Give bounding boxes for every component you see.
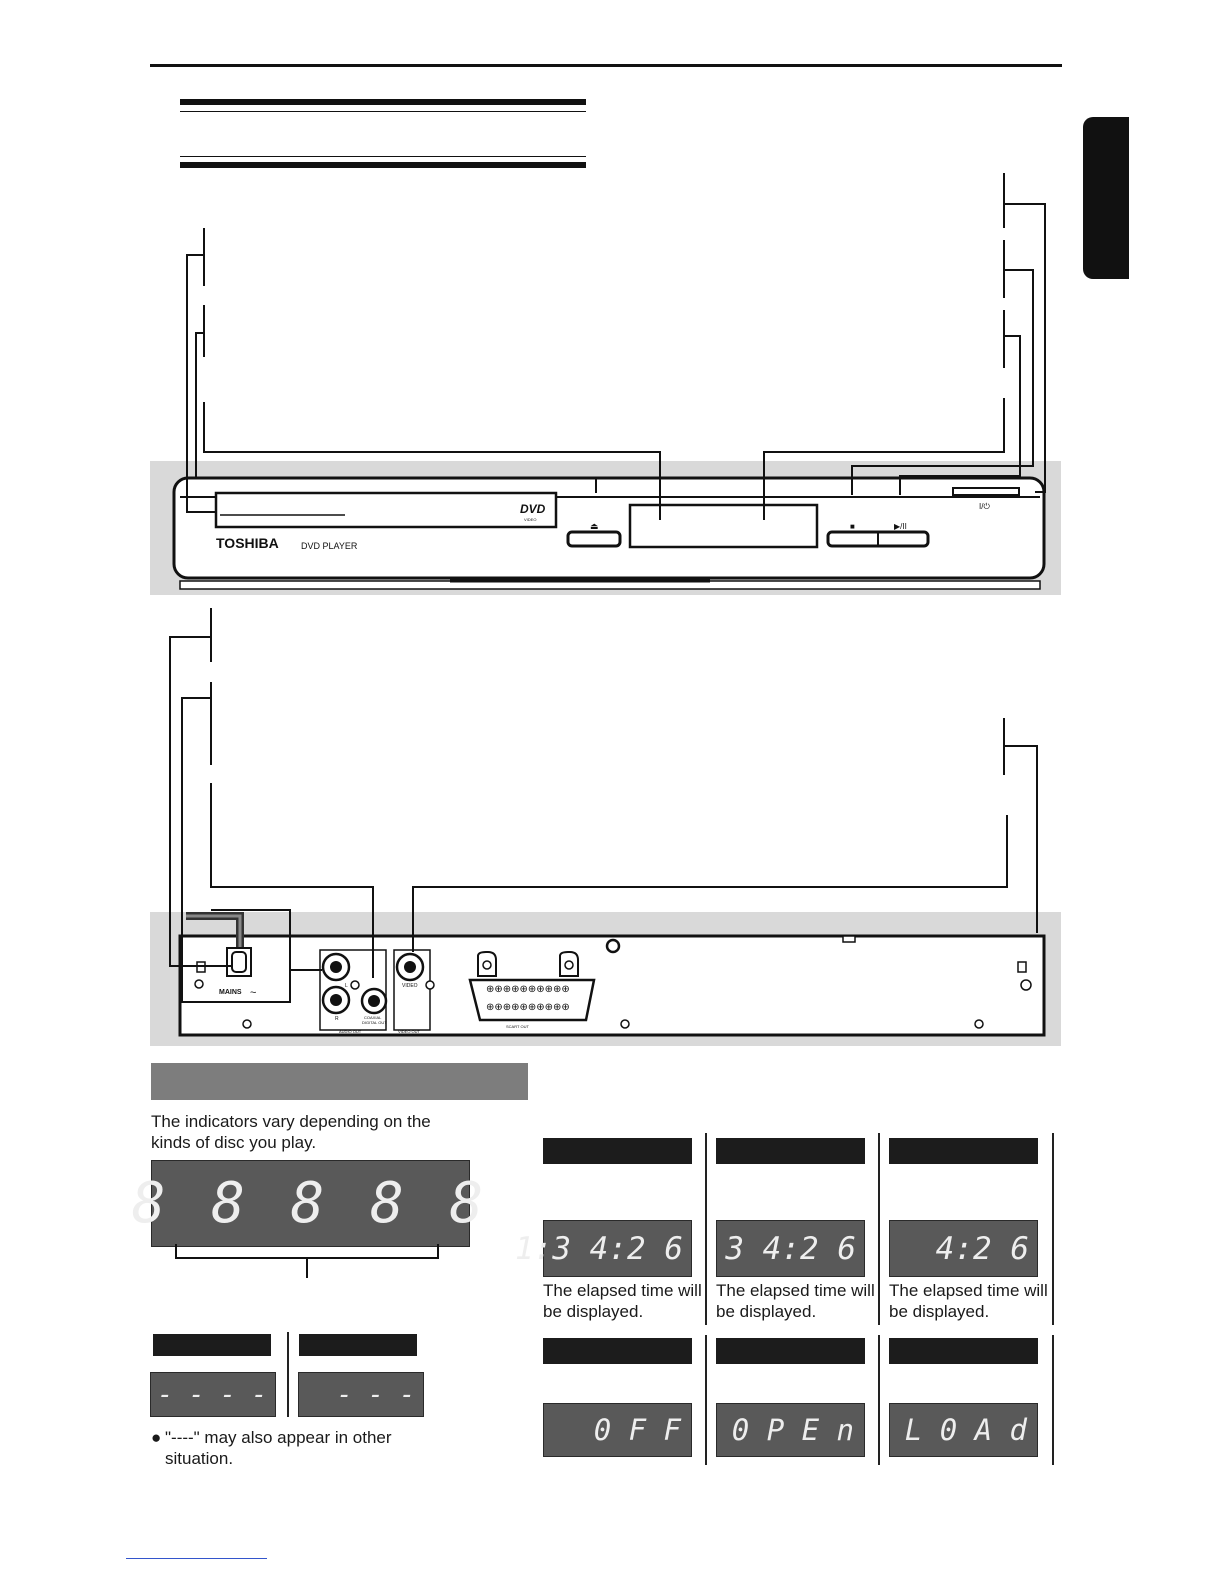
- time-panel-1-header: [543, 1138, 692, 1164]
- grid-divider-5: [878, 1335, 880, 1465]
- time-panel-3-lcd: 4:2 6: [935, 1230, 1029, 1267]
- all-segments-display: [131, 1160, 490, 1247]
- dash-four-text: - - - -: [157, 1379, 267, 1410]
- play-pause-icon[interactable]: ▶/II: [894, 522, 907, 531]
- time-panel-3-caption: The elapsed time will be displayed.: [889, 1281, 1048, 1321]
- audio-out-label: AUDIO OUT: [339, 1029, 362, 1034]
- coaxial-label: COAXIAL: [364, 1015, 382, 1020]
- dash-three-display: [298, 1372, 424, 1417]
- eject-icon[interactable]: ⏏: [590, 521, 599, 531]
- status-panel-2-display: [716, 1403, 865, 1457]
- dash-four-display: [150, 1372, 276, 1417]
- audio-l-label: L: [345, 983, 348, 989]
- status-panel-3-display: [889, 1403, 1038, 1457]
- time-panel-1-caption: The elapsed time will be displayed.: [543, 1281, 702, 1321]
- time-panel-2-header: [716, 1138, 865, 1164]
- status-panel-1-display: [543, 1403, 692, 1457]
- svg-text:⊕⊕⊕⊕⊕⊕⊕⊕⊕⊕: ⊕⊕⊕⊕⊕⊕⊕⊕⊕⊕: [486, 984, 570, 995]
- brand-logo: TOSHIBA: [216, 535, 279, 551]
- audio-r-label: R: [335, 1016, 339, 1022]
- status-panel-2-lcd: 0 P E n: [731, 1413, 854, 1447]
- status-panel-2-header: [716, 1338, 865, 1364]
- time-panel-1-display: [515, 1220, 692, 1277]
- dash-note-text: "----" may also appear in other situation.: [165, 1428, 392, 1468]
- bullet-icon: ●: [151, 1428, 162, 1447]
- video-out-label: VIDEO OUT: [398, 1029, 421, 1034]
- grid-divider-1: [705, 1133, 707, 1325]
- display-bracket: [170, 1242, 450, 1282]
- rear-callout-lines: [0, 600, 1224, 1020]
- dash-three-text: - - -: [336, 1379, 415, 1410]
- grid-divider-6: [1052, 1335, 1054, 1465]
- time-panel-3-header: [889, 1138, 1038, 1164]
- time-panel-1-lcd: 1:3 4:2 6: [515, 1230, 683, 1267]
- scart-out-label: SCART OUT: [506, 1024, 529, 1029]
- all-segments-digits: 8 8 8 8 8: [131, 1171, 490, 1236]
- svg-text:⊕⊕⊕⊕⊕⊕⊕⊕⊕⊕: ⊕⊕⊕⊕⊕⊕⊕⊕⊕⊕: [486, 1002, 570, 1013]
- status-panel-1-lcd: 0 F F: [593, 1413, 681, 1447]
- video-label: VIDEO: [402, 983, 418, 989]
- digital-out-label: DIGITAL OUT: [362, 1020, 387, 1025]
- dash-four-header: [153, 1334, 271, 1356]
- model-label: DVD PLAYER: [301, 541, 358, 551]
- mains-symbol: ~: [250, 987, 257, 999]
- dash-three-header: [299, 1334, 417, 1356]
- mains-label: MAINS: [219, 989, 242, 996]
- time-panel-3-display: [889, 1220, 1038, 1277]
- display-section-header: [151, 1063, 528, 1100]
- grid-divider-4: [705, 1335, 707, 1465]
- dvd-logo: DVD: [520, 502, 546, 516]
- status-panel-3-lcd: L 0 A d: [904, 1413, 1027, 1447]
- power-icon[interactable]: I/⏻: [979, 502, 990, 511]
- grid-divider-3: [1052, 1133, 1054, 1325]
- stop-icon[interactable]: ■: [850, 522, 855, 531]
- dvd-logo-sub: VIDEO: [524, 517, 537, 522]
- front-callout-lines: [0, 0, 1224, 600]
- dash-divider: [287, 1332, 289, 1417]
- footer-link-underline: [126, 1558, 267, 1559]
- grid-divider-2: [878, 1133, 880, 1325]
- display-intro-text: The indicators vary depending on the kinds of disc you play.: [151, 1112, 431, 1152]
- time-panel-2-caption: The elapsed time will be displayed.: [716, 1281, 875, 1321]
- status-panel-1-header: [543, 1338, 692, 1364]
- status-panel-3-header: [889, 1338, 1038, 1364]
- time-panel-2-display: [716, 1220, 865, 1277]
- dash-note: [151, 1427, 431, 1469]
- time-panel-2-lcd: 3 4:2 6: [725, 1230, 856, 1267]
